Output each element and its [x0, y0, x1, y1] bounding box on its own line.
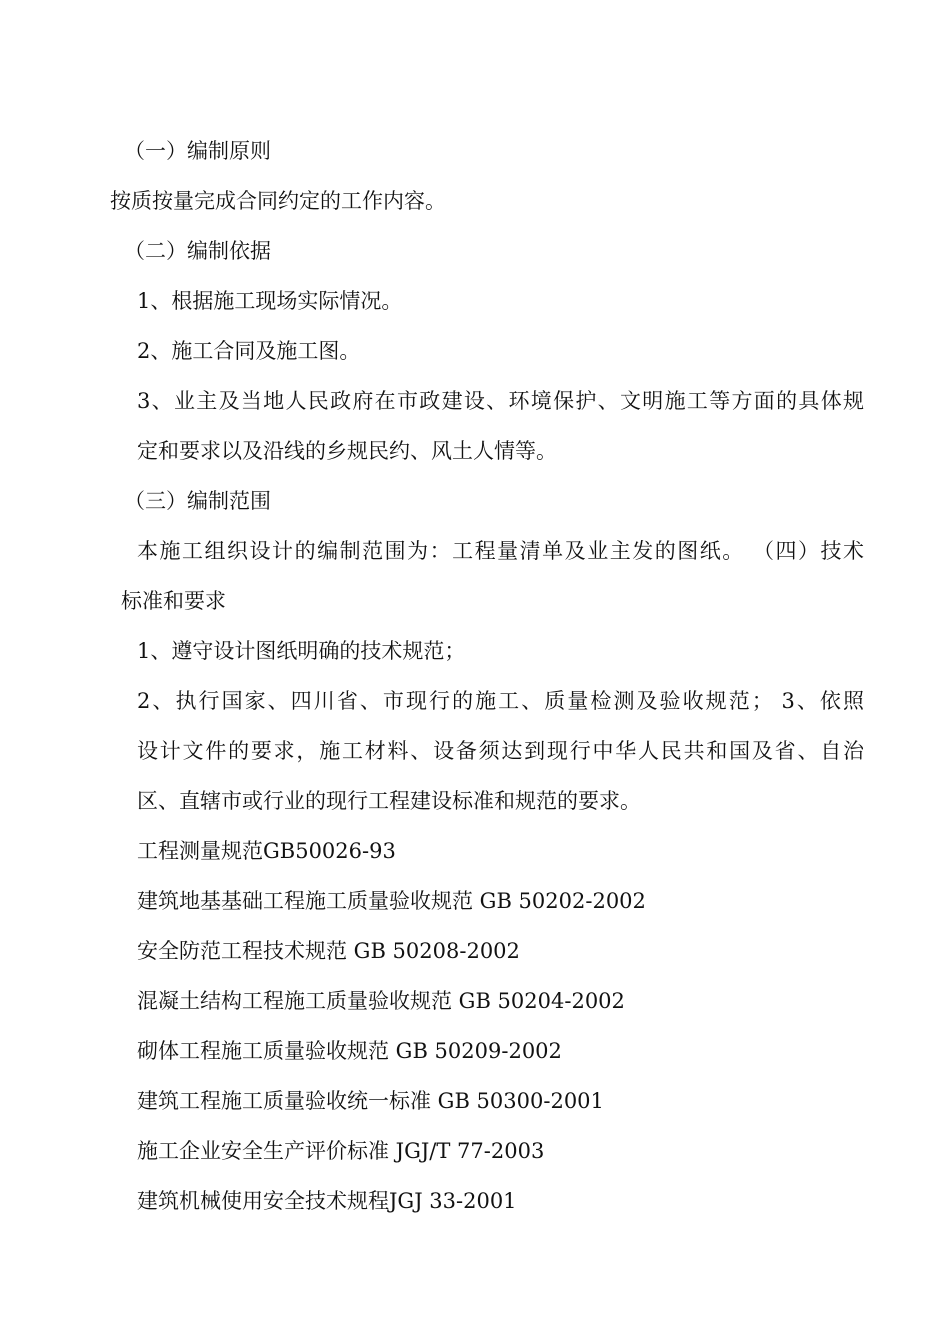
standard-item: 建筑工程施工质量验收统一标准 GB 50300-2001: [137, 1089, 604, 1113]
section-heading-basis: （二）编制依据: [124, 239, 271, 263]
list-item-standards-3-cont: 设计文件的要求，施工材料、设备须达到现行中华人民共和国及省、自治: [137, 739, 864, 763]
standard-item: 混凝土结构工程施工质量验收规范 GB 50204-2002: [137, 989, 625, 1013]
section-heading-standards: 标准和要求: [121, 589, 226, 613]
list-item-basis-3: 3、业主及当地人民政府在市政建设、环境保护、文明施工等方面的具体规: [137, 389, 864, 413]
list-item-standards-2: 2、执行国家、四川省、市现行的施工、质量检测及验收规范； 3、依照: [137, 689, 864, 713]
paragraph-principles: 按质按量完成合同约定的工作内容。: [110, 189, 446, 213]
standard-item: 施工企业安全生产评价标准 JGJ/T 77-2003: [137, 1139, 545, 1163]
list-item-standards-3-end: 区、直辖市或行业的现行工程建设标准和规范的要求。: [137, 789, 641, 813]
section-heading-scope: （三）编制范围: [124, 489, 271, 513]
list-item-basis-2: 2、施工合同及施工图。: [137, 339, 361, 363]
section-heading-principles: （一）编制原则: [124, 139, 271, 163]
list-item-standards-1: 1、遵守设计图纸明确的技术规范；: [137, 639, 466, 663]
list-item-basis-3-cont: 定和要求以及沿线的乡规民约、风土人情等。: [137, 439, 557, 463]
standard-item: 建筑机械使用安全技术规程JGJ 33-2001: [137, 1189, 517, 1213]
list-item-basis-1: 1、根据施工现场实际情况。: [137, 289, 403, 313]
standard-item: 砌体工程施工质量验收规范 GB 50209-2002: [137, 1039, 562, 1063]
standard-item: 安全防范工程技术规范 GB 50208-2002: [137, 939, 520, 963]
paragraph-scope: 本施工组织设计的编制范围为：工程量清单及业主发的图纸。 （四）技术: [137, 539, 864, 563]
standard-item: 建筑地基基础工程施工质量验收规范 GB 50202-2002: [137, 889, 646, 913]
standard-item: 工程测量规范GB50026-93: [137, 839, 396, 863]
